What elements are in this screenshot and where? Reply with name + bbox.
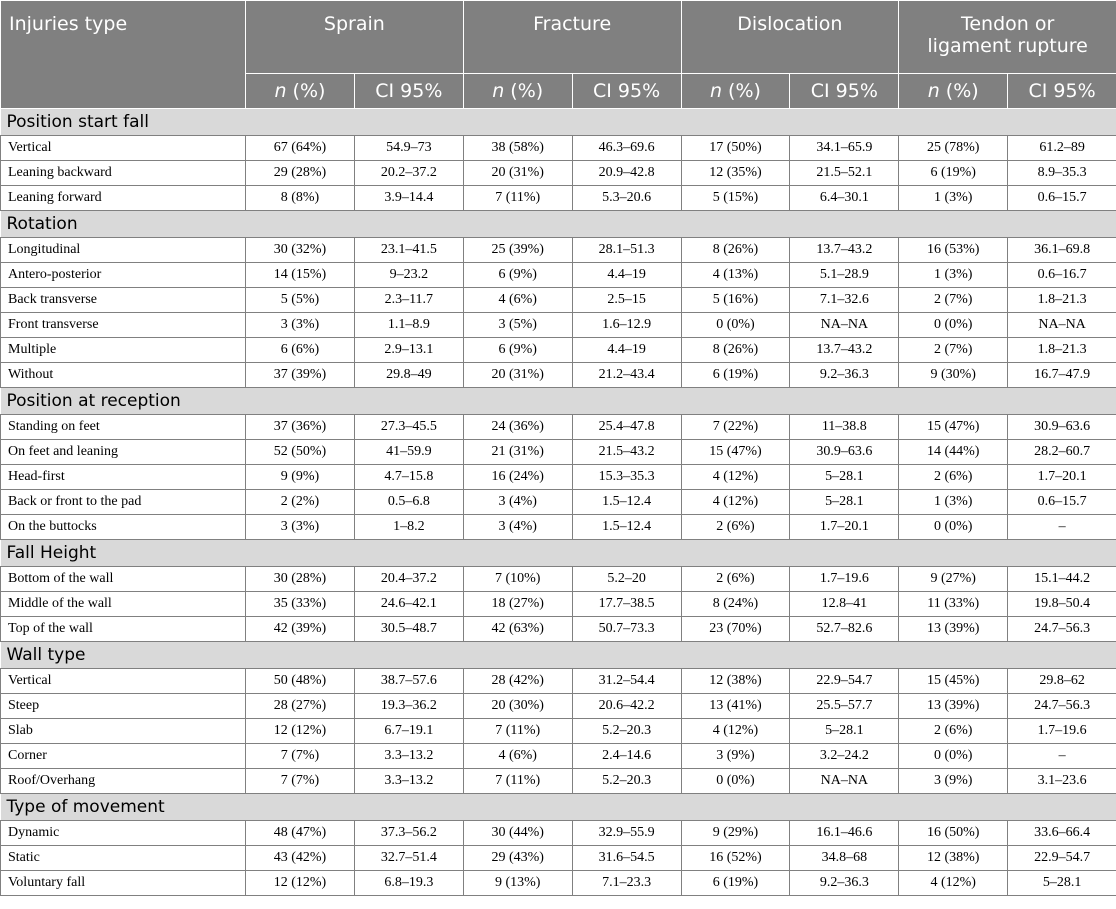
cell-ci: 41–59.9 (354, 440, 463, 465)
row-label: Without (1, 363, 246, 388)
cell-n-pct: 16 (53%) (899, 238, 1008, 263)
cell-ci: 1.7–20.1 (790, 515, 899, 540)
section-header-row (1, 794, 1116, 821)
cell-n-pct: 3 (3%) (246, 515, 355, 540)
cell-ci: 2.5–15 (572, 288, 681, 313)
cell-ci: 0.6–15.7 (1008, 490, 1116, 515)
cell-n-pct: 9 (30%) (899, 363, 1008, 388)
cell-ci: 15.3–35.3 (572, 465, 681, 490)
table-row (1, 515, 1116, 540)
cell-n-pct: 6 (6%) (246, 338, 355, 363)
cell-n-pct: 20 (31%) (463, 161, 572, 186)
cell-n-pct: 2 (7%) (899, 338, 1008, 363)
cell-n-pct: 13 (39%) (899, 694, 1008, 719)
cell-n-pct: 4 (13%) (681, 263, 790, 288)
table-row (1, 871, 1116, 896)
cell-n-pct: 6 (9%) (463, 263, 572, 288)
row-label: Corner (1, 744, 246, 769)
row-label: Dynamic (1, 821, 246, 846)
cell-n-pct: 12 (12%) (246, 871, 355, 896)
cell-ci: NA–NA (1008, 313, 1116, 338)
cell-ci: 20.2–37.2 (354, 161, 463, 186)
cell-n-pct: 7 (11%) (463, 186, 572, 211)
cell-ci: 19.3–36.2 (354, 694, 463, 719)
section-header-row (1, 388, 1116, 415)
cell-n-pct: 25 (39%) (463, 238, 572, 263)
section-header-row (1, 642, 1116, 669)
cell-ci: 1.8–21.3 (1008, 338, 1116, 363)
table-row (1, 465, 1116, 490)
cell-ci: 6.7–19.1 (354, 719, 463, 744)
cell-ci: 30.9–63.6 (790, 440, 899, 465)
header-ci: CI 95% (790, 74, 899, 109)
cell-n-pct: 30 (28%) (246, 567, 355, 592)
cell-n-pct: 1 (3%) (899, 186, 1008, 211)
cell-ci: 0.6–16.7 (1008, 263, 1116, 288)
cell-n-pct: 14 (15%) (246, 263, 355, 288)
cell-n-pct: 6 (19%) (681, 871, 790, 896)
cell-n-pct: 38 (58%) (463, 136, 572, 161)
cell-n-pct: 3 (9%) (899, 769, 1008, 794)
header-ci: CI 95% (1008, 74, 1116, 109)
cell-n-pct: 3 (5%) (463, 313, 572, 338)
header-n-pct: n (%) (899, 74, 1008, 109)
cell-n-pct: 7 (22%) (681, 415, 790, 440)
section-title: Fall Height (1, 540, 1116, 567)
cell-ci: 1.6–12.9 (572, 313, 681, 338)
cell-n-pct: 30 (44%) (463, 821, 572, 846)
cell-ci: 22.9–54.7 (790, 669, 899, 694)
header-ci: CI 95% (354, 74, 463, 109)
row-label: Bottom of the wall (1, 567, 246, 592)
cell-n-pct: 9 (27%) (899, 567, 1008, 592)
table-row (1, 136, 1116, 161)
cell-ci: 50.7–73.3 (572, 617, 681, 642)
cell-ci: 19.8–50.4 (1008, 592, 1116, 617)
cell-n-pct: 9 (9%) (246, 465, 355, 490)
cell-ci: 1–8.2 (354, 515, 463, 540)
table-row (1, 338, 1116, 363)
section-title: Wall type (1, 642, 1116, 669)
cell-n-pct: 12 (38%) (899, 846, 1008, 871)
table-body (1, 109, 1116, 896)
cell-n-pct: 0 (0%) (899, 313, 1008, 338)
cell-ci: 4.7–15.8 (354, 465, 463, 490)
cell-ci: 9–23.2 (354, 263, 463, 288)
cell-n-pct: 7 (7%) (246, 769, 355, 794)
table-row (1, 263, 1116, 288)
cell-ci: 7.1–23.3 (572, 871, 681, 896)
cell-ci: 52.7–82.6 (790, 617, 899, 642)
cell-ci: – (1008, 744, 1116, 769)
table-row (1, 238, 1116, 263)
cell-n-pct: 15 (47%) (899, 415, 1008, 440)
cell-ci: 37.3–56.2 (354, 821, 463, 846)
header-n-pct: n (%) (681, 74, 790, 109)
cell-ci: 16.7–47.9 (1008, 363, 1116, 388)
cell-n-pct: 16 (52%) (681, 846, 790, 871)
cell-ci: 3.2–24.2 (790, 744, 899, 769)
cell-n-pct: 3 (4%) (463, 515, 572, 540)
cell-ci: 15.1–44.2 (1008, 567, 1116, 592)
cell-ci: 28.1–51.3 (572, 238, 681, 263)
table-row (1, 490, 1116, 515)
table-row (1, 313, 1116, 338)
cell-n-pct: 2 (6%) (899, 465, 1008, 490)
cell-ci: 38.7–57.6 (354, 669, 463, 694)
header-injuries-type: Injuries type (1, 1, 246, 109)
cell-n-pct: 23 (70%) (681, 617, 790, 642)
cell-n-pct: 1 (3%) (899, 263, 1008, 288)
cell-ci: 21.5–43.2 (572, 440, 681, 465)
row-label: Steep (1, 694, 246, 719)
cell-n-pct: 13 (41%) (681, 694, 790, 719)
cell-n-pct: 4 (6%) (463, 744, 572, 769)
section-title: Position start fall (1, 109, 1116, 136)
cell-ci: 1.7–19.6 (790, 567, 899, 592)
row-label: On the buttocks (1, 515, 246, 540)
cell-n-pct: 28 (27%) (246, 694, 355, 719)
cell-n-pct: 8 (26%) (681, 238, 790, 263)
cell-ci: 34.8–68 (790, 846, 899, 871)
table-row (1, 186, 1116, 211)
table-row (1, 669, 1116, 694)
table-row (1, 567, 1116, 592)
table-row (1, 161, 1116, 186)
cell-ci: 9.2–36.3 (790, 871, 899, 896)
row-label: Back or front to the pad (1, 490, 246, 515)
cell-ci: 1.7–19.6 (1008, 719, 1116, 744)
table-row (1, 288, 1116, 313)
cell-ci: 27.3–45.5 (354, 415, 463, 440)
cell-n-pct: 48 (47%) (246, 821, 355, 846)
cell-ci: 5–28.1 (790, 719, 899, 744)
cell-ci: 21.5–52.1 (790, 161, 899, 186)
row-label: Voluntary fall (1, 871, 246, 896)
cell-n-pct: 42 (63%) (463, 617, 572, 642)
row-label: Middle of the wall (1, 592, 246, 617)
cell-ci: 2.4–14.6 (572, 744, 681, 769)
cell-ci: 61.2–89 (1008, 136, 1116, 161)
cell-n-pct: 16 (50%) (899, 821, 1008, 846)
cell-n-pct: 3 (9%) (681, 744, 790, 769)
cell-ci: 17.7–38.5 (572, 592, 681, 617)
cell-n-pct: 25 (78%) (899, 136, 1008, 161)
cell-ci: 3.3–13.2 (354, 744, 463, 769)
cell-ci: 5.2–20.3 (572, 719, 681, 744)
cell-ci: – (1008, 515, 1116, 540)
row-label: Standing on feet (1, 415, 246, 440)
cell-ci: 30.9–63.6 (1008, 415, 1116, 440)
cell-ci: 31.2–54.4 (572, 669, 681, 694)
row-label: Multiple (1, 338, 246, 363)
cell-n-pct: 7 (11%) (463, 769, 572, 794)
section-title: Type of movement (1, 794, 1116, 821)
cell-ci: 13.7–43.2 (790, 238, 899, 263)
cell-ci: 5.2–20.3 (572, 769, 681, 794)
cell-n-pct: 28 (42%) (463, 669, 572, 694)
cell-ci: 5.2–20 (572, 567, 681, 592)
cell-n-pct: 9 (13%) (463, 871, 572, 896)
cell-n-pct: 8 (8%) (246, 186, 355, 211)
cell-n-pct: 4 (12%) (899, 871, 1008, 896)
cell-ci: 5.1–28.9 (790, 263, 899, 288)
row-label: Roof/Overhang (1, 769, 246, 794)
cell-n-pct: 4 (6%) (463, 288, 572, 313)
cell-ci: 1.7–20.1 (1008, 465, 1116, 490)
cell-n-pct: 37 (36%) (246, 415, 355, 440)
cell-n-pct: 37 (39%) (246, 363, 355, 388)
cell-ci: 1.8–21.3 (1008, 288, 1116, 313)
cell-ci: 21.2–43.4 (572, 363, 681, 388)
cell-n-pct: 12 (12%) (246, 719, 355, 744)
table-row (1, 821, 1116, 846)
cell-n-pct: 52 (50%) (246, 440, 355, 465)
cell-ci: 6.8–19.3 (354, 871, 463, 896)
table-row (1, 363, 1116, 388)
cell-n-pct: 24 (36%) (463, 415, 572, 440)
cell-ci: 4.4–19 (572, 263, 681, 288)
cell-n-pct: 4 (12%) (681, 719, 790, 744)
cell-n-pct: 4 (12%) (681, 465, 790, 490)
cell-n-pct: 20 (30%) (463, 694, 572, 719)
table-header (1, 1, 1116, 109)
cell-ci: 30.5–48.7 (354, 617, 463, 642)
row-label: Front transverse (1, 313, 246, 338)
cell-ci: 32.9–55.9 (572, 821, 681, 846)
header-group-dislocation: Dislocation (681, 1, 899, 74)
cell-ci: 4.4–19 (572, 338, 681, 363)
cell-ci: 9.2–36.3 (790, 363, 899, 388)
row-label: Leaning forward (1, 186, 246, 211)
cell-ci: 2.9–13.1 (354, 338, 463, 363)
row-label: Antero-posterior (1, 263, 246, 288)
cell-n-pct: 14 (44%) (899, 440, 1008, 465)
cell-n-pct: 21 (31%) (463, 440, 572, 465)
cell-n-pct: 13 (39%) (899, 617, 1008, 642)
cell-n-pct: 15 (47%) (681, 440, 790, 465)
cell-ci: 31.6–54.5 (572, 846, 681, 871)
header-ci: CI 95% (572, 74, 681, 109)
cell-ci: 5–28.1 (790, 465, 899, 490)
cell-n-pct: 17 (50%) (681, 136, 790, 161)
cell-ci: 12.8–41 (790, 592, 899, 617)
table-row (1, 846, 1116, 871)
cell-n-pct: 3 (3%) (246, 313, 355, 338)
cell-ci: 33.6–66.4 (1008, 821, 1116, 846)
row-label: On feet and leaning (1, 440, 246, 465)
cell-n-pct: 9 (29%) (681, 821, 790, 846)
cell-ci: 24.6–42.1 (354, 592, 463, 617)
cell-ci: 0.5–6.8 (354, 490, 463, 515)
cell-n-pct: 12 (38%) (681, 669, 790, 694)
row-label: Vertical (1, 669, 246, 694)
row-label: Leaning backward (1, 161, 246, 186)
table-row (1, 592, 1116, 617)
cell-n-pct: 42 (39%) (246, 617, 355, 642)
cell-n-pct: 0 (0%) (899, 515, 1008, 540)
section-title: Position at reception (1, 388, 1116, 415)
cell-ci: 20.4–37.2 (354, 567, 463, 592)
cell-n-pct: 18 (27%) (463, 592, 572, 617)
cell-n-pct: 7 (10%) (463, 567, 572, 592)
cell-ci: 7.1–32.6 (790, 288, 899, 313)
cell-n-pct: 2 (6%) (681, 515, 790, 540)
cell-ci: NA–NA (790, 313, 899, 338)
cell-n-pct: 29 (43%) (463, 846, 572, 871)
cell-n-pct: 35 (33%) (246, 592, 355, 617)
header-group-sprain: Sprain (246, 1, 464, 74)
cell-ci: 2.3–11.7 (354, 288, 463, 313)
cell-ci: 20.6–42.2 (572, 694, 681, 719)
cell-ci: 54.9–73 (354, 136, 463, 161)
cell-ci: 29.8–62 (1008, 669, 1116, 694)
table-row (1, 719, 1116, 744)
cell-n-pct: 1 (3%) (899, 490, 1008, 515)
section-header-row (1, 540, 1116, 567)
header-group-tendon-rupture: Tendon or ligament rupture (899, 1, 1116, 74)
cell-ci: 0.6–15.7 (1008, 186, 1116, 211)
header-group-fracture: Fracture (463, 1, 681, 74)
cell-ci: 16.1–46.6 (790, 821, 899, 846)
cell-n-pct: 2 (6%) (681, 567, 790, 592)
cell-n-pct: 7 (7%) (246, 744, 355, 769)
cell-n-pct: 5 (5%) (246, 288, 355, 313)
table-row (1, 769, 1116, 794)
table-row (1, 694, 1116, 719)
table-row (1, 744, 1116, 769)
cell-n-pct: 7 (11%) (463, 719, 572, 744)
row-label: Slab (1, 719, 246, 744)
cell-ci: 1.5–12.4 (572, 490, 681, 515)
header-row-groups (1, 1, 1116, 74)
table-row (1, 415, 1116, 440)
row-label: Vertical (1, 136, 246, 161)
cell-ci: NA–NA (790, 769, 899, 794)
cell-n-pct: 6 (19%) (899, 161, 1008, 186)
cell-ci: 1.5–12.4 (572, 515, 681, 540)
cell-n-pct: 2 (6%) (899, 719, 1008, 744)
cell-n-pct: 0 (0%) (899, 744, 1008, 769)
cell-ci: 3.9–14.4 (354, 186, 463, 211)
cell-n-pct: 2 (7%) (899, 288, 1008, 313)
cell-ci: 3.1–23.6 (1008, 769, 1116, 794)
row-label: Static (1, 846, 246, 871)
cell-ci: 5.3–20.6 (572, 186, 681, 211)
cell-n-pct: 6 (9%) (463, 338, 572, 363)
cell-ci: 5–28.1 (790, 490, 899, 515)
cell-ci: 25.4–47.8 (572, 415, 681, 440)
cell-n-pct: 8 (26%) (681, 338, 790, 363)
cell-ci: 24.7–56.3 (1008, 694, 1116, 719)
cell-n-pct: 67 (64%) (246, 136, 355, 161)
cell-n-pct: 15 (45%) (899, 669, 1008, 694)
cell-ci: 32.7–51.4 (354, 846, 463, 871)
cell-ci: 5–28.1 (1008, 871, 1116, 896)
cell-n-pct: 29 (28%) (246, 161, 355, 186)
row-label: Back transverse (1, 288, 246, 313)
cell-n-pct: 20 (31%) (463, 363, 572, 388)
cell-ci: 1.1–8.9 (354, 313, 463, 338)
cell-n-pct: 50 (48%) (246, 669, 355, 694)
row-label: Top of the wall (1, 617, 246, 642)
cell-n-pct: 43 (42%) (246, 846, 355, 871)
header-n-pct: n (%) (463, 74, 572, 109)
cell-ci: 24.7–56.3 (1008, 617, 1116, 642)
table-row (1, 440, 1116, 465)
cell-ci: 22.9–54.7 (1008, 846, 1116, 871)
cell-n-pct: 12 (35%) (681, 161, 790, 186)
cell-n-pct: 5 (16%) (681, 288, 790, 313)
row-label: Longitudinal (1, 238, 246, 263)
cell-ci: 8.9–35.3 (1008, 161, 1116, 186)
cell-ci: 28.2–60.7 (1008, 440, 1116, 465)
cell-ci: 46.3–69.6 (572, 136, 681, 161)
cell-ci: 36.1–69.8 (1008, 238, 1116, 263)
header-n-pct: n (%) (246, 74, 355, 109)
section-header-row (1, 211, 1116, 238)
cell-ci: 6.4–30.1 (790, 186, 899, 211)
cell-ci: 11–38.8 (790, 415, 899, 440)
cell-n-pct: 8 (24%) (681, 592, 790, 617)
cell-ci: 3.3–13.2 (354, 769, 463, 794)
cell-n-pct: 3 (4%) (463, 490, 572, 515)
table-row (1, 617, 1116, 642)
cell-n-pct: 11 (33%) (899, 592, 1008, 617)
section-title: Rotation (1, 211, 1116, 238)
cell-ci: 20.9–42.8 (572, 161, 681, 186)
cell-n-pct: 2 (2%) (246, 490, 355, 515)
cell-ci: 13.7–43.2 (790, 338, 899, 363)
cell-ci: 29.8–49 (354, 363, 463, 388)
cell-ci: 34.1–65.9 (790, 136, 899, 161)
cell-n-pct: 30 (32%) (246, 238, 355, 263)
cell-n-pct: 4 (12%) (681, 490, 790, 515)
cell-ci: 23.1–41.5 (354, 238, 463, 263)
cell-n-pct: 5 (15%) (681, 186, 790, 211)
section-header-row (1, 109, 1116, 136)
row-label: Head-first (1, 465, 246, 490)
cell-n-pct: 0 (0%) (681, 313, 790, 338)
cell-n-pct: 6 (19%) (681, 363, 790, 388)
cell-ci: 25.5–57.7 (790, 694, 899, 719)
cell-n-pct: 0 (0%) (681, 769, 790, 794)
cell-n-pct: 16 (24%) (463, 465, 572, 490)
